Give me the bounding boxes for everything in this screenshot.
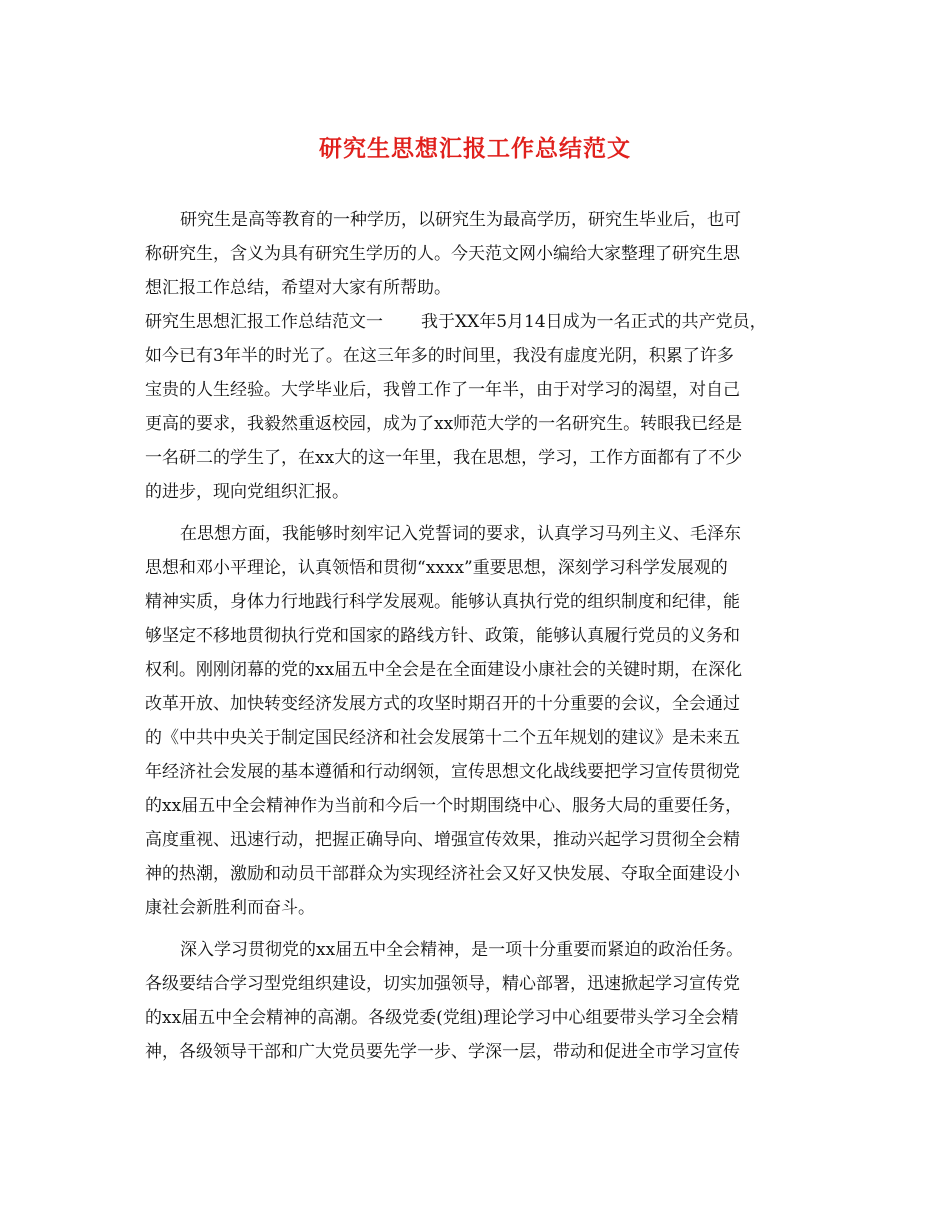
text-line: 一名研二的学生了，在xx大的这一年里，我在思想，学习，工作方面都有了不少 — [145, 448, 743, 468]
text-line: 更高的要求，我毅然重返校园，成为了xx师范大学的一名研究生。转眼我已经是 — [145, 414, 743, 434]
text-line: 的xx届五中全会精神作为当前和今后一个时期围绕中心、服务大局的重要任务， — [145, 796, 743, 816]
section-heading: 研究生思想汇报工作总结范文一 — [145, 312, 383, 332]
text-line-continuation: 我于XX年5月14日成为一名正式的共产党员， — [421, 312, 767, 332]
text-line: 如今已有3年半的时光了。在这三年多的时间里，我没有虚度光阴，积累了许多 — [145, 346, 734, 366]
text-line: 康社会新胜利而奋斗。 — [145, 898, 315, 918]
text-line: 称研究生，含义为具有研究生学历的人。今天范文网小编给大家整理了研究生思 — [145, 244, 740, 264]
text-line: 在思想方面，我能够时刻牢记入党誓词的要求，认真学习马列主义、毛泽东 — [180, 524, 741, 544]
text-line: 神，各级领导干部和广大党员要先学一步、学深一层，带动和促进全市学习宣传 — [145, 1042, 740, 1062]
text-line: 改革开放、加快转变经济发展方式的攻坚时期召开的十分重要的会议，全会通过 — [145, 694, 740, 714]
text-line: 精神实质，身体力行地践行科学发展观。能够认真执行党的组织制度和纪律，能 — [145, 592, 740, 612]
text-line: 深入学习贯彻党的xx届五中全会精神，是一项十分重要而紧迫的政治任务。 — [180, 940, 744, 960]
text-line: 研究生是高等教育的一种学历，以研究生为最高学历，研究生毕业后，也可 — [180, 210, 741, 230]
text-line: 宝贵的人生经验。大学毕业后，我曾工作了一年半，由于对学习的渴望，对自己 — [145, 380, 740, 400]
document-title: 研究生思想汇报工作总结范文 — [319, 135, 631, 162]
text-line: 年经济社会发展的基本遵循和行动纲领，宣传思想文化战线要把学习宣传贯彻党 — [145, 762, 740, 782]
text-line: 的《中共中央关于制定国民经济和社会发展第十二个五年规划的建议》是未来五 — [145, 728, 740, 748]
text-line: 想汇报工作总结，希望对大家有所帮助。 — [145, 278, 451, 298]
text-line — [145, 310, 767, 334]
text-line: 各级要结合学习型党组织建设，切实加强领导，精心部署，迅速掀起学习宣传党 — [145, 974, 740, 994]
text-line: 权利。刚刚闭幕的党的xx届五中全会是在全面建设小康社会的关键时期，在深化 — [145, 660, 743, 680]
text-line: 高度重视、迅速行动，把握正确导向、增强宣传效果，推动兴起学习贯彻全会精 — [145, 830, 740, 850]
text-line: 思想和邓小平理论，认真领悟和贯彻“xxxx”重要思想，深刻学习科学发展观的 — [145, 558, 728, 578]
text-line: 的进步，现向党组织汇报。 — [145, 482, 349, 502]
text-line: 够坚定不移地贯彻执行党和国家的路线方针、政策，能够认真履行党员的义务和 — [145, 626, 740, 646]
text-line: 神的热潮，激励和动员干部群众为实现经济社会又好又快发展、夺取全面建设小 — [145, 864, 740, 884]
text-line: 的xx届五中全会精神的高潮。各级党委(党组)理论学习中心组要带头学习全会精 — [145, 1008, 739, 1028]
